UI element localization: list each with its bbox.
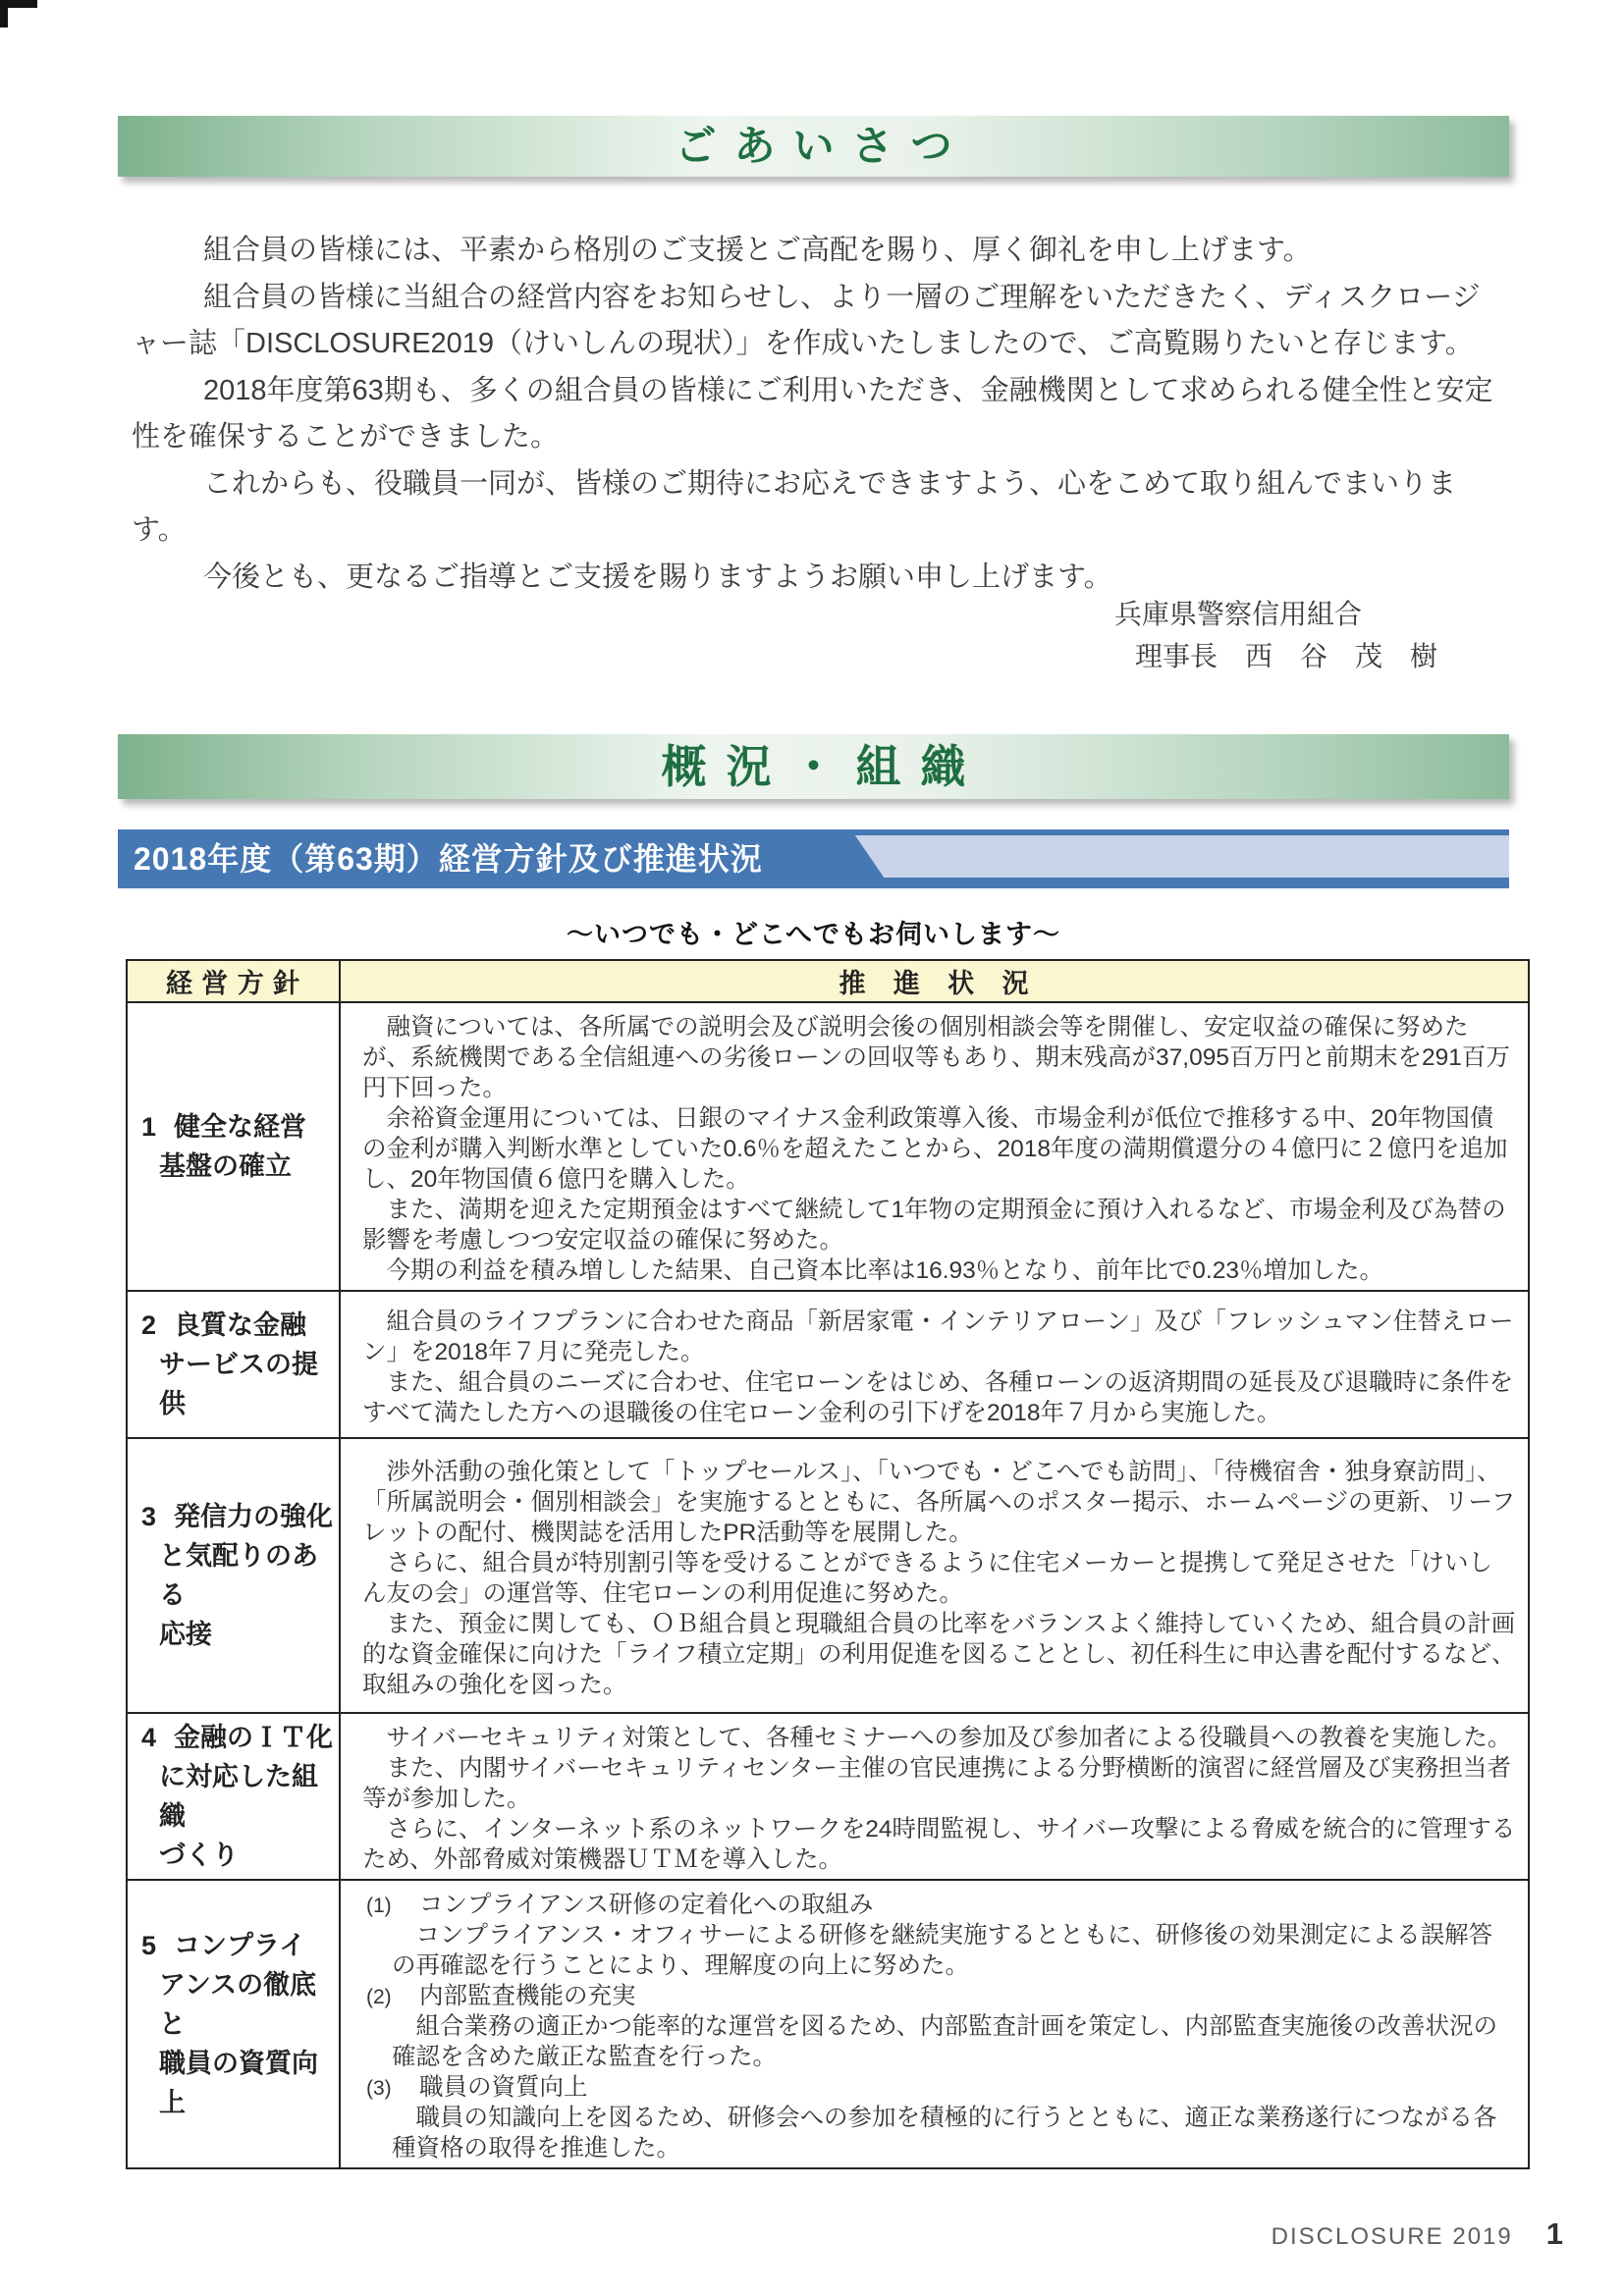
policy-label-line <box>141 1306 335 1345</box>
policy-label-line <box>141 1497 335 1536</box>
greeting-paragraph: 2018年度第63期も、多くの組合員の皆様にご利用いただき、金融機関として求められる健全性と安定性を確保することができました。 <box>132 374 1493 453</box>
policy-label-cell <box>127 1438 340 1713</box>
status-item-number: (2) <box>366 1986 392 2008</box>
section-header-title: 2018年度（第63期）経営方針及び推進状況 <box>134 841 763 877</box>
column-header-policy: 経営方針 <box>127 960 340 1002</box>
greeting-paragraph: 今後とも、更なるご指導とご支援を賜りますようお願い申し上げます。 <box>203 561 1112 593</box>
footer-page-number: 1 <box>1545 2216 1563 2251</box>
greeting-text <box>132 228 1501 601</box>
policy-label-line: 職員の資質向上 <box>159 2049 318 2117</box>
policy-label <box>141 1497 335 1654</box>
signature-president-name: 理事長 西 谷 茂 樹 <box>1135 641 1438 671</box>
status-paragraph: 融資については、各所属での説明会及び説明会後の個別相談会等を開催し、安定収益の確保に努めたが、系統機関である全信組連への劣後ローンの回収等もあり、期末残高が37,095百万円と前期末を291百万円下回った。 <box>362 1014 1510 1101</box>
policy-label-cell <box>127 1002 340 1291</box>
status-item-number: (1) <box>366 1895 392 1917</box>
status-cell <box>340 1002 1529 1291</box>
policy-number: 2 <box>141 1310 157 1340</box>
status-item-title: 内部監査機能の充実 <box>419 1983 636 2009</box>
status-paragraph: サイバーセキュリティ対策として、各種セミナーへの参加及び参加者による役職員への教養を実施した。 <box>386 1725 1512 1751</box>
status-paragraph: また、預金に関しても、ＯＢ組合員と現職組合員の比率をバランスよく維持していくため、組合員の計画的な資金確保に向けた「ライフ積立定期」の利用促進を図ることとし、初任科生に申込書を配付するなど、取組みの強化を図った。 <box>362 1610 1516 1698</box>
policy-label <box>141 1107 335 1186</box>
status-item-body: 職員の知識向上を図るため、研修会への参加を積極的に行うとともに、適正な業務遂行につながる各種資格の取得を推進した。 <box>392 2105 1497 2162</box>
policy-label-text: 良質な金融 <box>174 1310 306 1340</box>
page-footer <box>1272 2216 1563 2252</box>
policy-table-body <box>127 1002 1529 2168</box>
status-paragraph: また、組合員のニーズに合わせ、住宅ローンをはじめ、各種ローンの返済期間の延長及び退職時に条件をすべて満たした方への退職後の住宅ローン金利の引下げを2018年７月から実施した。 <box>362 1368 1514 1426</box>
policy-label-line <box>141 1718 335 1757</box>
policy-label-text: 発信力の強化 <box>174 1502 333 1531</box>
signature-organization: 兵庫県警察信用組合 <box>1114 599 1363 629</box>
greeting-paragraph: これからも、役職員一同が、皆様のご期待にお応えできますよう、心をこめて取り組んでまいります。 <box>132 467 1457 546</box>
status-item-title: コンプライアンス研修の定着化への取組み <box>419 1892 874 1918</box>
policy-label-line <box>141 1107 335 1147</box>
policy-label <box>141 1306 335 1423</box>
footer-doc-title: DISCLOSURE 2019 <box>1271 2223 1513 2250</box>
policy-label-cell <box>127 1713 340 1880</box>
status-item-body: 組合業務の適正かつ能率的な運営を図るため、内部監査計画を策定し、内部監査実施後の改善状況の確認を含めた厳正な監査を行った。 <box>392 2013 1498 2070</box>
policy-table-row <box>127 1002 1529 1291</box>
status-paragraph: さらに、組合員が特別割引等を受けることができるように住宅メーカーと提携して発足させた「けいしん友の会」の運営等、住宅ローンの利用促進に努めた。 <box>362 1549 1493 1607</box>
greeting-paragraph: 組合員の皆様に当組合の経営内容をお知らせし、より一層のご理解をいただきたく、ディスクロージャー誌「DISCLOSURE2019（けいしんの現状）」を作成いたしましたので、ご高覧賜りたいと存じます。 <box>132 281 1481 359</box>
status-cell <box>340 1713 1529 1880</box>
policy-table-row <box>127 1880 1529 2168</box>
status-paragraph: 渉外活動の強化策として「トップセールス」、「いつでも・どこへでも訪問」、「待機宿舎・独身寮訪問」、「所属説明会・個別相談会」を実施するとともに、各所属へのポスター掲示、ホームページの更新、リーフレットの配付、機関誌を活用したPR活動等を展開した。 <box>362 1458 1516 1546</box>
policy-label-cell <box>127 1880 340 2168</box>
policy-label-text: 健全な経営 <box>174 1112 306 1142</box>
policy-label-line: 基盤の確立 <box>159 1151 292 1181</box>
status-paragraph: 余裕資金運用については、日銀のマイナス金利政策導入後、市場金利が低位で推移する中、20年物国債の金利が購入判断水準としていた0.6％を超えたことから、2018年度の満期償還分の４億円に２億円を追加し、20年物国債６億円を購入した。 <box>362 1105 1508 1193</box>
status-cell <box>340 1438 1529 1713</box>
status-paragraph: さらに、インターネット系のネットワークを24時間監視し、サイバー攻撃による脅威を統合的に管理するため、外部脅威対策機器ＵＴＭを導入した。 <box>362 1816 1516 1873</box>
status-item-heading <box>362 2072 1516 2103</box>
status-item-title: 職員の資質向上 <box>419 2074 588 2101</box>
section-header-band <box>118 829 1509 888</box>
policy-label-cell <box>127 1291 340 1438</box>
policy-label-line: と気配りのある <box>159 1541 318 1610</box>
policy-label-line: 応接 <box>159 1620 212 1649</box>
greeting-banner-title: ごあいさつ <box>675 122 970 170</box>
overview-banner <box>118 734 1509 799</box>
status-item-number: (3) <box>366 2077 392 2100</box>
status-paragraph: また、内閣サイバーセキュリティセンター主催の官民連携による分野横断的演習に経営層及び実務担当者等が参加した。 <box>362 1755 1511 1812</box>
status-cell <box>340 1880 1529 2168</box>
policy-table-row <box>127 1713 1529 1880</box>
policy-table-row <box>127 1291 1529 1438</box>
status-paragraph: 今期の利益を積み増しした結果、自己資本比率は16.93％となり、前年比で0.23％増加した。 <box>386 1257 1383 1284</box>
policy-label-line: に対応した組織 <box>159 1762 318 1831</box>
policy-label <box>141 1718 335 1875</box>
status-item-heading <box>362 1981 1516 2011</box>
column-header-status: 推進状況 <box>340 960 1529 1002</box>
policy-number: 4 <box>141 1723 157 1752</box>
status-paragraph: 組合員のライフプランに合わせた商品「新居家電・インテリアローン」及び「フレッシュマン住替えローン」を2018年７月に発売した。 <box>362 1308 1514 1365</box>
section-subtitle: ～いつでも・どこへでもお伺いします～ <box>567 920 1060 949</box>
policy-number: 5 <box>141 1931 157 1960</box>
status-item-body: コンプライアンス・オフィサーによる研修を継続実施するとともに、研修後の効果測定による誤解答の再確認を行うことにより、理解度の向上に努めた。 <box>392 1922 1493 1979</box>
policy-number: 1 <box>141 1112 157 1142</box>
policy-label-line: アンスの徹底と <box>159 1970 317 2039</box>
greeting-banner <box>118 116 1509 177</box>
policy-status-table <box>126 959 1530 2169</box>
policy-label-text: 金融のＩＴ化 <box>174 1723 333 1752</box>
greeting-paragraph: 組合員の皆様には、平素から格別のご支援とご高配を賜り、厚く御礼を申し上げます。 <box>203 235 1312 266</box>
policy-label <box>141 1926 335 2122</box>
status-paragraph: また、満期を迎えた定期預金はすべて継続して1年物の定期預金に預け入れるなど、市場金利及び為替の影響を考慮しつつ安定収益の確保に努めた。 <box>362 1197 1506 1254</box>
policy-label-text: コンプライ <box>174 1931 306 1960</box>
policy-number: 3 <box>141 1502 157 1531</box>
policy-label-line <box>141 1926 335 1965</box>
policy-label-line: づくり <box>159 1841 239 1870</box>
table-header-row <box>127 960 1529 1002</box>
status-cell <box>340 1291 1529 1438</box>
policy-label-line: サービスの提供 <box>159 1350 318 1418</box>
status-item-heading <box>362 1890 1516 1920</box>
overview-banner-title: 概況・組織 <box>661 740 986 793</box>
signature-block <box>1110 593 1437 677</box>
policy-table-row <box>127 1438 1529 1713</box>
